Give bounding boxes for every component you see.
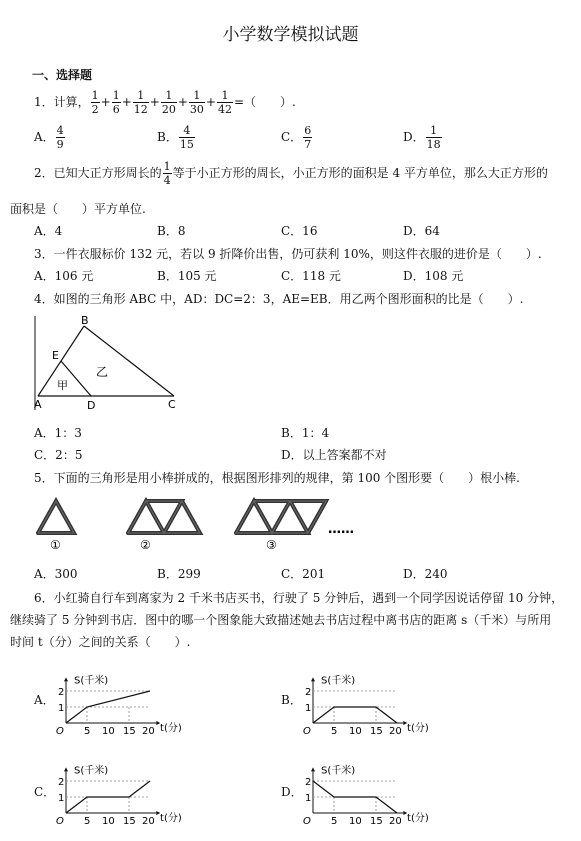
tick-10: 10 [102, 816, 115, 827]
option-num: 6 [304, 124, 312, 137]
option-fraction [56, 124, 65, 151]
option-den: 18 [426, 138, 441, 151]
q4-option-c[interactable]: C．2：5 [34, 448, 83, 462]
s-axis-label: S(千米) [321, 765, 356, 777]
q1-term-den: 12 [133, 103, 148, 116]
graph-c [54, 745, 182, 829]
q1-term-num: 1 [217, 89, 233, 103]
option-label: C． [281, 130, 303, 144]
tick-15: 15 [123, 816, 136, 827]
t-axis-label: t(分) [407, 723, 429, 734]
graph-a [54, 655, 182, 739]
y-arrow [311, 767, 315, 771]
tick-15: 15 [370, 726, 383, 737]
q2-text-pre: 2．已知大正方形周长的 [34, 166, 162, 180]
q1-term-num: 1 [189, 89, 205, 103]
tick-15: 15 [123, 726, 136, 737]
s-axis-label: S(千米) [74, 675, 109, 687]
q1-term [91, 89, 100, 116]
plus-sign: + [205, 95, 216, 109]
question-5: 5．下面的三角形是用小棒拼成的，根据图形排列的规律，第 100 个图形要（ ）根小棒. [34, 471, 520, 485]
y-arrow [64, 677, 68, 681]
option-label: A． [34, 130, 55, 144]
tick-10: 10 [349, 816, 362, 827]
q1-term-num: 1 [161, 89, 177, 103]
graph-b [301, 655, 429, 739]
origin-label: O [56, 726, 64, 737]
label-yi: 乙 [96, 365, 109, 379]
y-arrow [64, 767, 68, 771]
q1-prefix: 1．计算， [34, 95, 90, 109]
q1-option-b[interactable] [157, 124, 196, 151]
q1-term-num: 1 [112, 89, 120, 102]
q6-option-b[interactable]: B． [281, 693, 302, 707]
q1-term-den: 42 [217, 103, 232, 116]
tick-5: 5 [84, 726, 91, 737]
question-3: 3．一件衣服标价 132 元，若以 9 折降价出售，仍可获利 10%，则这件衣服的进价是（ ）. [34, 247, 542, 261]
q6-option-c[interactable]: C． [34, 785, 56, 799]
option-num: 1 [426, 124, 442, 138]
q1-suffix: =（ ）. [233, 95, 296, 109]
side-bc [84, 326, 174, 396]
origin-label: O [303, 816, 311, 827]
q2-option-c[interactable]: C．16 [281, 224, 318, 238]
q1-option-d[interactable] [403, 124, 443, 151]
q6-option-a[interactable]: A． [34, 693, 55, 707]
tick-20: 20 [142, 816, 155, 827]
q5-option-b[interactable]: B．299 [157, 567, 201, 581]
option-den: 15 [179, 138, 194, 151]
tick-10: 10 [102, 726, 115, 737]
option-label: B． [157, 130, 178, 144]
figure-2-label: ② [140, 538, 151, 552]
graph-d [301, 745, 429, 829]
q1-term-num: 1 [133, 89, 149, 103]
q4-option-a[interactable]: A．1：3 [34, 426, 82, 440]
option-den: 9 [56, 138, 64, 151]
t-axis-label: t(分) [407, 813, 429, 824]
distance-curve [313, 707, 397, 723]
tick-5: 5 [331, 816, 338, 827]
q5-option-d[interactable]: D．240 [403, 567, 448, 581]
section-heading: 一、选择题 [32, 68, 93, 82]
q2-option-a[interactable]: A．4 [34, 224, 63, 238]
tick-1: 1 [58, 703, 65, 714]
stick-triangles-figure [30, 493, 370, 555]
s-axis-label: S(千米) [74, 765, 109, 777]
y-arrow [311, 677, 315, 681]
plus-sign: + [100, 95, 111, 109]
tick-20: 20 [389, 816, 402, 827]
option-fraction [426, 124, 442, 151]
figure-2-left [128, 501, 164, 533]
q2-line2: 面积是（ ）平方单位. [10, 202, 146, 216]
tick-15: 15 [370, 816, 383, 827]
label-e: E [52, 349, 59, 362]
q1-option-c[interactable] [281, 124, 313, 151]
tick-2: 2 [305, 687, 312, 698]
q1-term [112, 89, 121, 116]
q1-expression [90, 89, 234, 116]
plus-sign: + [177, 95, 188, 109]
q1-term [189, 89, 205, 116]
q3-option-d[interactable]: D．108 元 [403, 269, 464, 283]
option-num: 4 [56, 124, 64, 137]
q2-option-b[interactable]: B．8 [157, 224, 186, 238]
tick-1: 1 [58, 793, 65, 804]
plus-sign: + [121, 95, 132, 109]
q3-option-b[interactable]: B．105 元 [157, 269, 217, 283]
tick-5: 5 [84, 816, 91, 827]
triangle-abc-figure [32, 312, 182, 412]
t-axis-label: t(分) [160, 813, 182, 824]
tick-1: 1 [305, 793, 312, 804]
q6-line2: 继续骑了 5 分钟到书店．图中的哪一个图象能大致描述她去书店过程中离书店的距离 s（千米）与所用 [10, 613, 552, 627]
tick-20: 20 [389, 726, 402, 737]
q2-fraction [163, 160, 172, 187]
origin-label: O [56, 816, 64, 827]
q2-option-d[interactable]: D．64 [403, 224, 440, 238]
q6-line3: 时间 t（分）之间的关系（ ）. [10, 635, 191, 649]
plus-sign: + [149, 95, 160, 109]
q3-option-a[interactable]: A．106 元 [34, 269, 94, 283]
q4-option-b[interactable]: B．1：4 [281, 426, 330, 440]
figure-1-label: ① [50, 538, 61, 552]
q1-term-den: 30 [189, 103, 204, 116]
question-1 [34, 89, 296, 116]
origin-label: O [303, 726, 311, 737]
tick-20: 20 [142, 726, 155, 737]
option-label: D． [403, 130, 425, 144]
question-2 [34, 160, 548, 187]
tick-2: 2 [58, 687, 65, 698]
q6-line1: 6．小红骑自行车到离家为 2 千米书店买书，行驶了 5 分钟后，遇到一个同学因说话停留 10 分钟， [34, 591, 564, 605]
figure-1-sticks [38, 501, 74, 533]
tick-2: 2 [58, 777, 65, 788]
q6-option-d[interactable]: D． [281, 785, 303, 799]
s-axis-label: S(千米) [321, 675, 356, 687]
page-title: 小学数学模拟试题 [222, 25, 359, 45]
q1-term-den: 6 [112, 103, 120, 116]
q1-term [217, 89, 233, 116]
q1-term-den: 2 [91, 103, 99, 116]
tick-5: 5 [331, 726, 338, 737]
label-a: A [34, 398, 42, 411]
label-c: C [168, 398, 176, 411]
q4-option-d[interactable]: D．以上答案都不对 [281, 448, 387, 462]
q1-term [133, 89, 149, 116]
label-jia: 甲 [57, 379, 68, 392]
tick-10: 10 [349, 726, 362, 737]
q3-option-c[interactable]: C．118 元 [281, 269, 341, 283]
q2-frac-den: 4 [163, 174, 171, 187]
q2-text-post: 等于小正方形的周长，小正方形的面积是 4 平方单位，那么大正方形的 [172, 166, 548, 180]
figure-3-left [236, 501, 272, 533]
q1-term-num: 1 [91, 89, 99, 102]
figure-3-label: ③ [266, 538, 277, 552]
option-fraction [303, 124, 312, 151]
q5-option-c[interactable]: C．201 [281, 567, 326, 581]
q5-option-a[interactable]: A．300 [34, 567, 78, 581]
t-axis-label: t(分) [160, 723, 182, 734]
tick-1: 1 [305, 703, 312, 714]
option-fraction [179, 124, 195, 151]
ellipsis: …… [328, 522, 354, 537]
option-num: 4 [179, 124, 195, 138]
q1-option-a[interactable] [34, 124, 66, 151]
label-d: D [87, 399, 96, 412]
option-den: 7 [304, 138, 312, 151]
q1-term [161, 89, 177, 116]
q1-term-den: 20 [161, 103, 176, 116]
question-4: 4．如图的三角形 ABC 中，AD：DC=2：3，AE=EB．用乙两个图形面积的比是（ ）. [34, 292, 524, 306]
label-b: B [81, 314, 89, 327]
q2-frac-num: 1 [163, 160, 171, 173]
tick-2: 2 [305, 777, 312, 788]
